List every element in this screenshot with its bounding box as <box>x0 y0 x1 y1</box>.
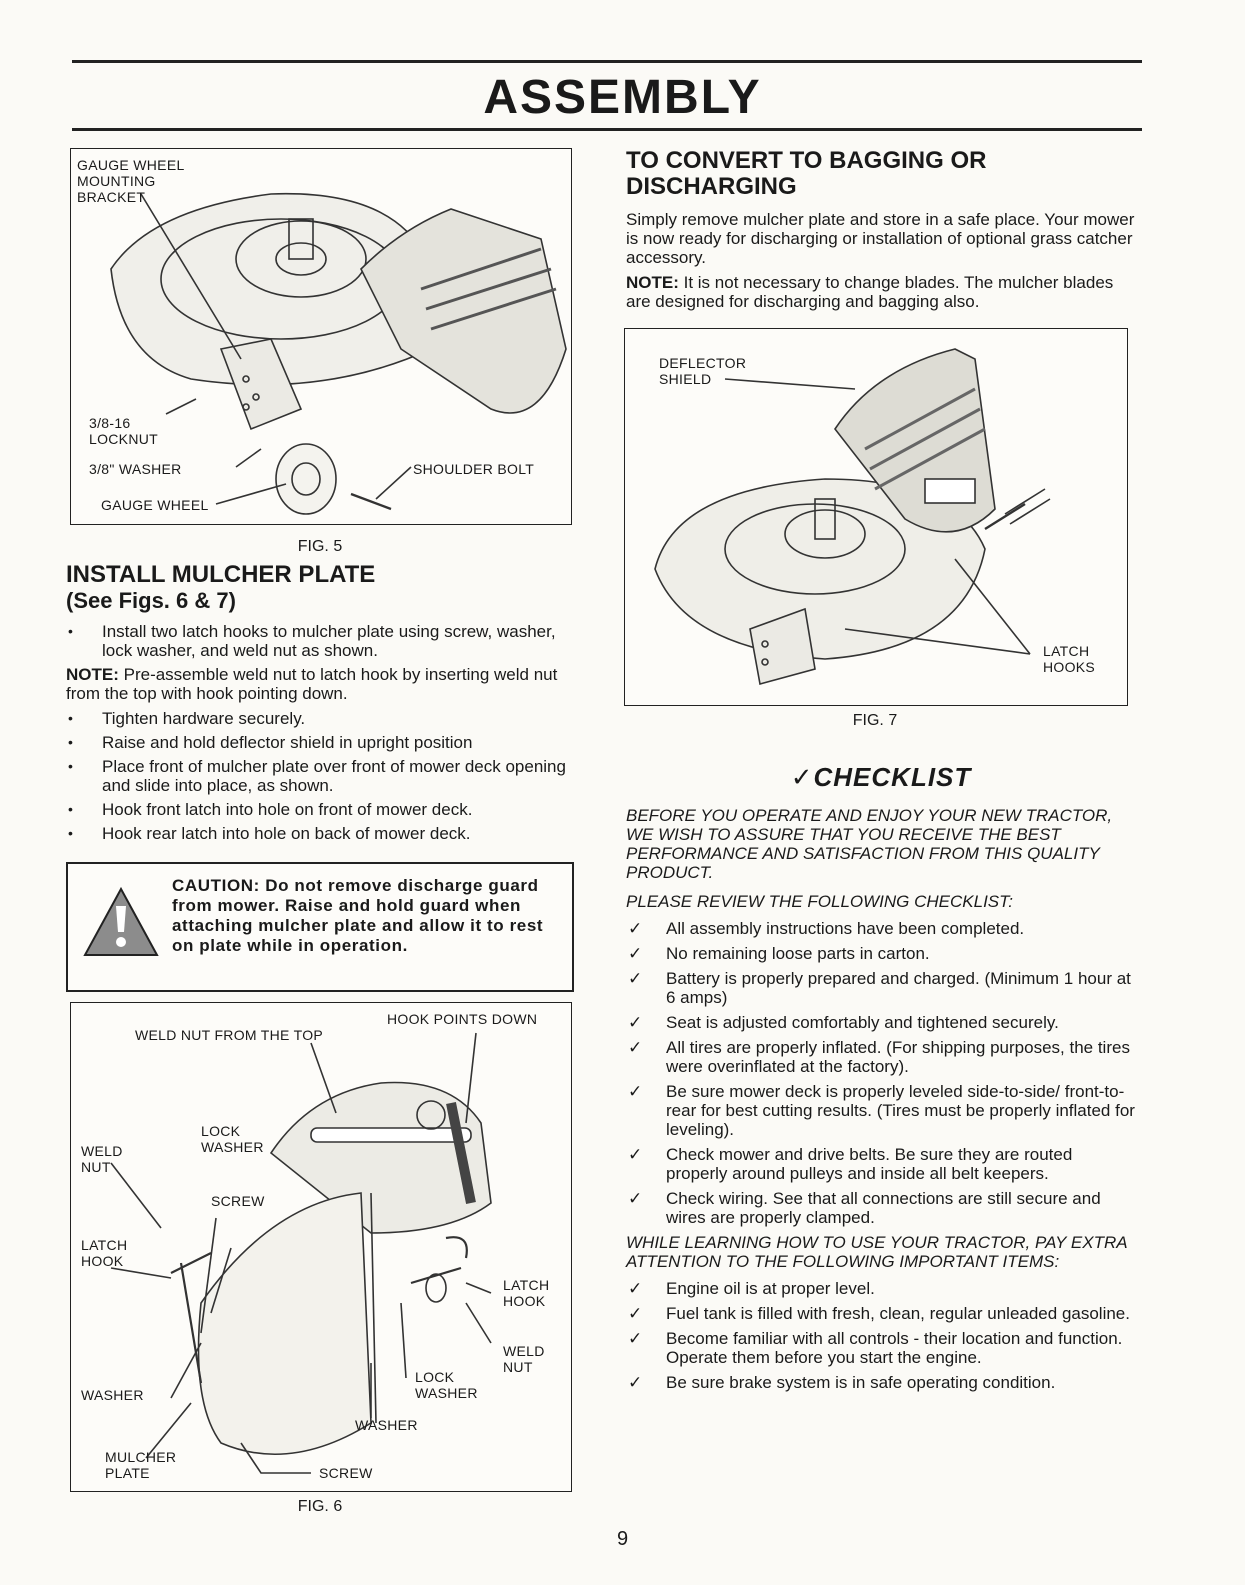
checkmark-icon: ✓ <box>628 919 643 938</box>
checklist-item <box>626 1304 1136 1323</box>
fig6-illustration <box>70 1002 572 1492</box>
fig7-label-hooks: HOOKS <box>1043 659 1096 675</box>
fig6-label-hook-points-down: HOOK POINTS DOWN <box>387 1011 538 1027</box>
checklist-items <box>626 919 1136 1227</box>
checkmark-icon: ✓ <box>628 1189 643 1208</box>
checklist-item-text: Check wiring. See that all connections are still secure and wires are properly clamped. <box>666 1189 1101 1227</box>
fig6-label-lock: LOCK <box>201 1123 241 1139</box>
checkmark-icon: ✓ <box>628 1038 643 1057</box>
checklist-item <box>626 919 1136 938</box>
fig6-label-washer-top: WASHER <box>201 1139 264 1155</box>
warning-triangle-icon <box>82 886 160 958</box>
fig5-label-gauge-wheel-bottom: GAUGE WHEEL <box>101 497 209 513</box>
install-note-text: Pre-assemble weld nut to latch hook by inserting weld nut from the top with hook pointing down. <box>66 665 558 703</box>
convert-note-text: It is not necessary to change blades. The mulcher blades are designed for discharging and bagging also. <box>626 273 1114 311</box>
checklist-item-text: All assembly instructions have been completed. <box>666 919 1025 938</box>
fig6-label-lock-right: LOCK <box>415 1369 455 1385</box>
fig5-illustration <box>70 148 572 525</box>
fig6-label-weld-nut-top: WELD NUT FROM THE TOP <box>135 1027 324 1043</box>
install-step-5: • Hook front latch into hole on front of mower deck. <box>66 800 576 819</box>
checklist-item <box>626 1329 1136 1367</box>
caution-box <box>66 862 574 992</box>
checklist-item-text: Be sure mower deck is properly leveled side-to-side/ front-to-rear for best cutting results. (Tires must be properly inflated for leveling). <box>666 1082 1135 1139</box>
convert-heading-line2: DISCHARGING <box>626 173 797 200</box>
fig6-drawing <box>71 1003 571 1491</box>
checklist-item-text: Engine oil is at proper level. <box>666 1279 875 1298</box>
checklist-title: ✓CHECKLIST <box>790 762 972 792</box>
checkmark-icon: ✓ <box>628 1279 643 1298</box>
fig6-label-screw: SCREW <box>211 1193 265 1209</box>
checklist-item <box>626 969 1136 1007</box>
checklist-item <box>626 1145 1136 1183</box>
fig6-label-weld-right: WELD <box>503 1343 545 1359</box>
fig6-label-latch-right: LATCH <box>503 1277 550 1293</box>
checkmark-icon: ✓ <box>628 1304 643 1323</box>
convert-note-label: NOTE: <box>626 273 679 292</box>
checklist-item-text: Seat is adjusted comfortably and tightened securely. <box>666 1013 1059 1032</box>
fig6-caption: FIG. 6 <box>297 1498 343 1515</box>
checkmark-icon: ✓ <box>628 1013 643 1032</box>
fig6-label-mulcher: MULCHER <box>105 1449 177 1465</box>
fig7-label-shield: SHIELD <box>659 371 712 387</box>
checklist-item <box>626 1373 1136 1392</box>
install-heading: INSTALL MULCHER PLATE <box>66 561 376 588</box>
fig5-label-mounting: MOUNTING <box>77 173 156 189</box>
convert-heading-line1: TO CONVERT TO BAGGING OR <box>626 147 987 174</box>
checkmark-icon: ✓ <box>628 1082 643 1101</box>
install-subheading: (See Figs. 6 & 7) <box>66 588 236 613</box>
checkmark-icon: ✓ <box>628 944 643 963</box>
fig6-label-screw-bottom: SCREW <box>319 1465 373 1481</box>
install-step-1: • Install two latch hooks to mulcher plate using screw, washer, lock washer, and weld nut as shown. <box>66 622 576 660</box>
fig7-caption: FIG. 7 <box>852 712 898 729</box>
checklist-intro: BEFORE YOU OPERATE AND ENJOY YOUR NEW TRACTOR, WE WISH TO ASSURE THAT YOU RECEIVE THE BEST PERFORMANCE AND SATISFACTION FROM THIS QUALITY PRODUCT. <box>626 806 1113 882</box>
fig6-label-hook-right: HOOK <box>503 1293 546 1309</box>
checklist-item-text: Check mower and drive belts. Be sure they are routed properly around pulleys and inside all belt keepers. <box>666 1145 1073 1183</box>
caution-text: CAUTION: Do not remove discharge guard from mower. Raise and hold guard when attaching mulcher plate and allow it to rest on plate while in operation. <box>172 876 544 955</box>
fig6-label-weld: WELD <box>81 1143 123 1159</box>
fig5-label-locknut-size: 3/8-16 <box>89 415 131 431</box>
fig6-label-washer-right: WASHER <box>415 1385 478 1401</box>
fig5-label-shoulder-bolt: SHOULDER BOLT <box>413 461 535 477</box>
checklist-item-text: Be sure brake system is in safe operating condition. <box>666 1373 1056 1392</box>
checklist-item-text: Become familiar with all controls - their location and function. Operate them before you start the engine. <box>666 1329 1123 1367</box>
fig5-caption: FIG. 5 <box>297 538 343 555</box>
fig6-label-washer-left: WASHER <box>81 1387 144 1403</box>
fig5-label-locknut: LOCKNUT <box>89 431 158 447</box>
checklist-item-text: Fuel tank is filled with fresh, clean, regular unleaded gasoline. <box>666 1304 1130 1323</box>
page-number: 9 <box>616 1528 629 1550</box>
header-rule-top <box>72 60 1142 63</box>
install-step-6: • Hook rear latch into hole on back of mower deck. <box>66 824 576 843</box>
fig6-label-washer-bottom: WASHER <box>355 1417 418 1433</box>
install-step-2: • Tighten hardware securely. <box>66 709 576 728</box>
checkmark-icon: ✓ <box>628 969 643 988</box>
checklist-item <box>626 1279 1136 1298</box>
install-bullet-first <box>66 622 576 660</box>
fig6-label-nut: NUT <box>81 1159 111 1175</box>
checkmark-icon: ✓ <box>628 1373 643 1392</box>
checkmark-icon: ✓ <box>628 1145 643 1164</box>
checklist-item-text: All tires are properly inflated. (For shipping purposes, the tires were overinflated at the factory). <box>666 1038 1130 1076</box>
checklist-item <box>626 1013 1136 1032</box>
install-steps <box>66 709 576 843</box>
fig6-label-plate: PLATE <box>105 1465 150 1481</box>
checklist-item <box>626 1038 1136 1076</box>
convert-note <box>626 273 1136 311</box>
install-note <box>66 665 576 703</box>
checklist-items-important <box>626 1279 1136 1392</box>
checklist-item <box>626 944 1136 963</box>
header-rule-bottom <box>72 128 1142 131</box>
fig7-label-latch: LATCH <box>1043 643 1090 659</box>
fig5-label-washer: 3/8" WASHER <box>89 461 182 477</box>
fig7-illustration <box>624 328 1128 706</box>
install-step-4: • Place front of mulcher plate over front of mower deck opening and slide into place, as shown. <box>66 757 576 795</box>
fig6-label-hook-left: HOOK <box>81 1253 124 1269</box>
checklist-item <box>626 1189 1136 1227</box>
checkmark-icon: ✓ <box>628 1329 643 1348</box>
fig6-label-nut-right: NUT <box>503 1359 533 1375</box>
convert-paragraph: Simply remove mulcher plate and store in a safe place. Your mower is now ready for discharging or installation of optional grass catcher accessory. <box>626 210 1135 267</box>
checklist-learning: WHILE LEARNING HOW TO USE YOUR TRACTOR, PAY EXTRA ATTENTION TO THE FOLLOWING IMPORTANT ITEMS: <box>626 1233 1127 1271</box>
checklist-item-text: No remaining loose parts in carton. <box>666 944 930 963</box>
fig5-label-gauge-wheel: GAUGE WHEEL <box>77 157 185 173</box>
fig7-label-deflector: DEFLECTOR <box>659 355 747 371</box>
checklist-item <box>626 1082 1136 1139</box>
convert-section <box>626 148 1136 311</box>
fig5-label-bracket: BRACKET <box>77 189 146 205</box>
checklist-item-text: Battery is properly prepared and charged. (Minimum 1 hour at 6 amps) <box>666 969 1131 1007</box>
checklist-review: PLEASE REVIEW THE FOLLOWING CHECKLIST: <box>626 892 1013 911</box>
install-section <box>66 562 576 848</box>
install-note-label: NOTE: <box>66 665 119 684</box>
fig6-label-latch-left: LATCH <box>81 1237 128 1253</box>
checklist-section <box>626 806 1136 1398</box>
page-title: ASSEMBLY <box>483 71 762 124</box>
install-step-3: • Raise and hold deflector shield in upright position <box>66 733 576 752</box>
